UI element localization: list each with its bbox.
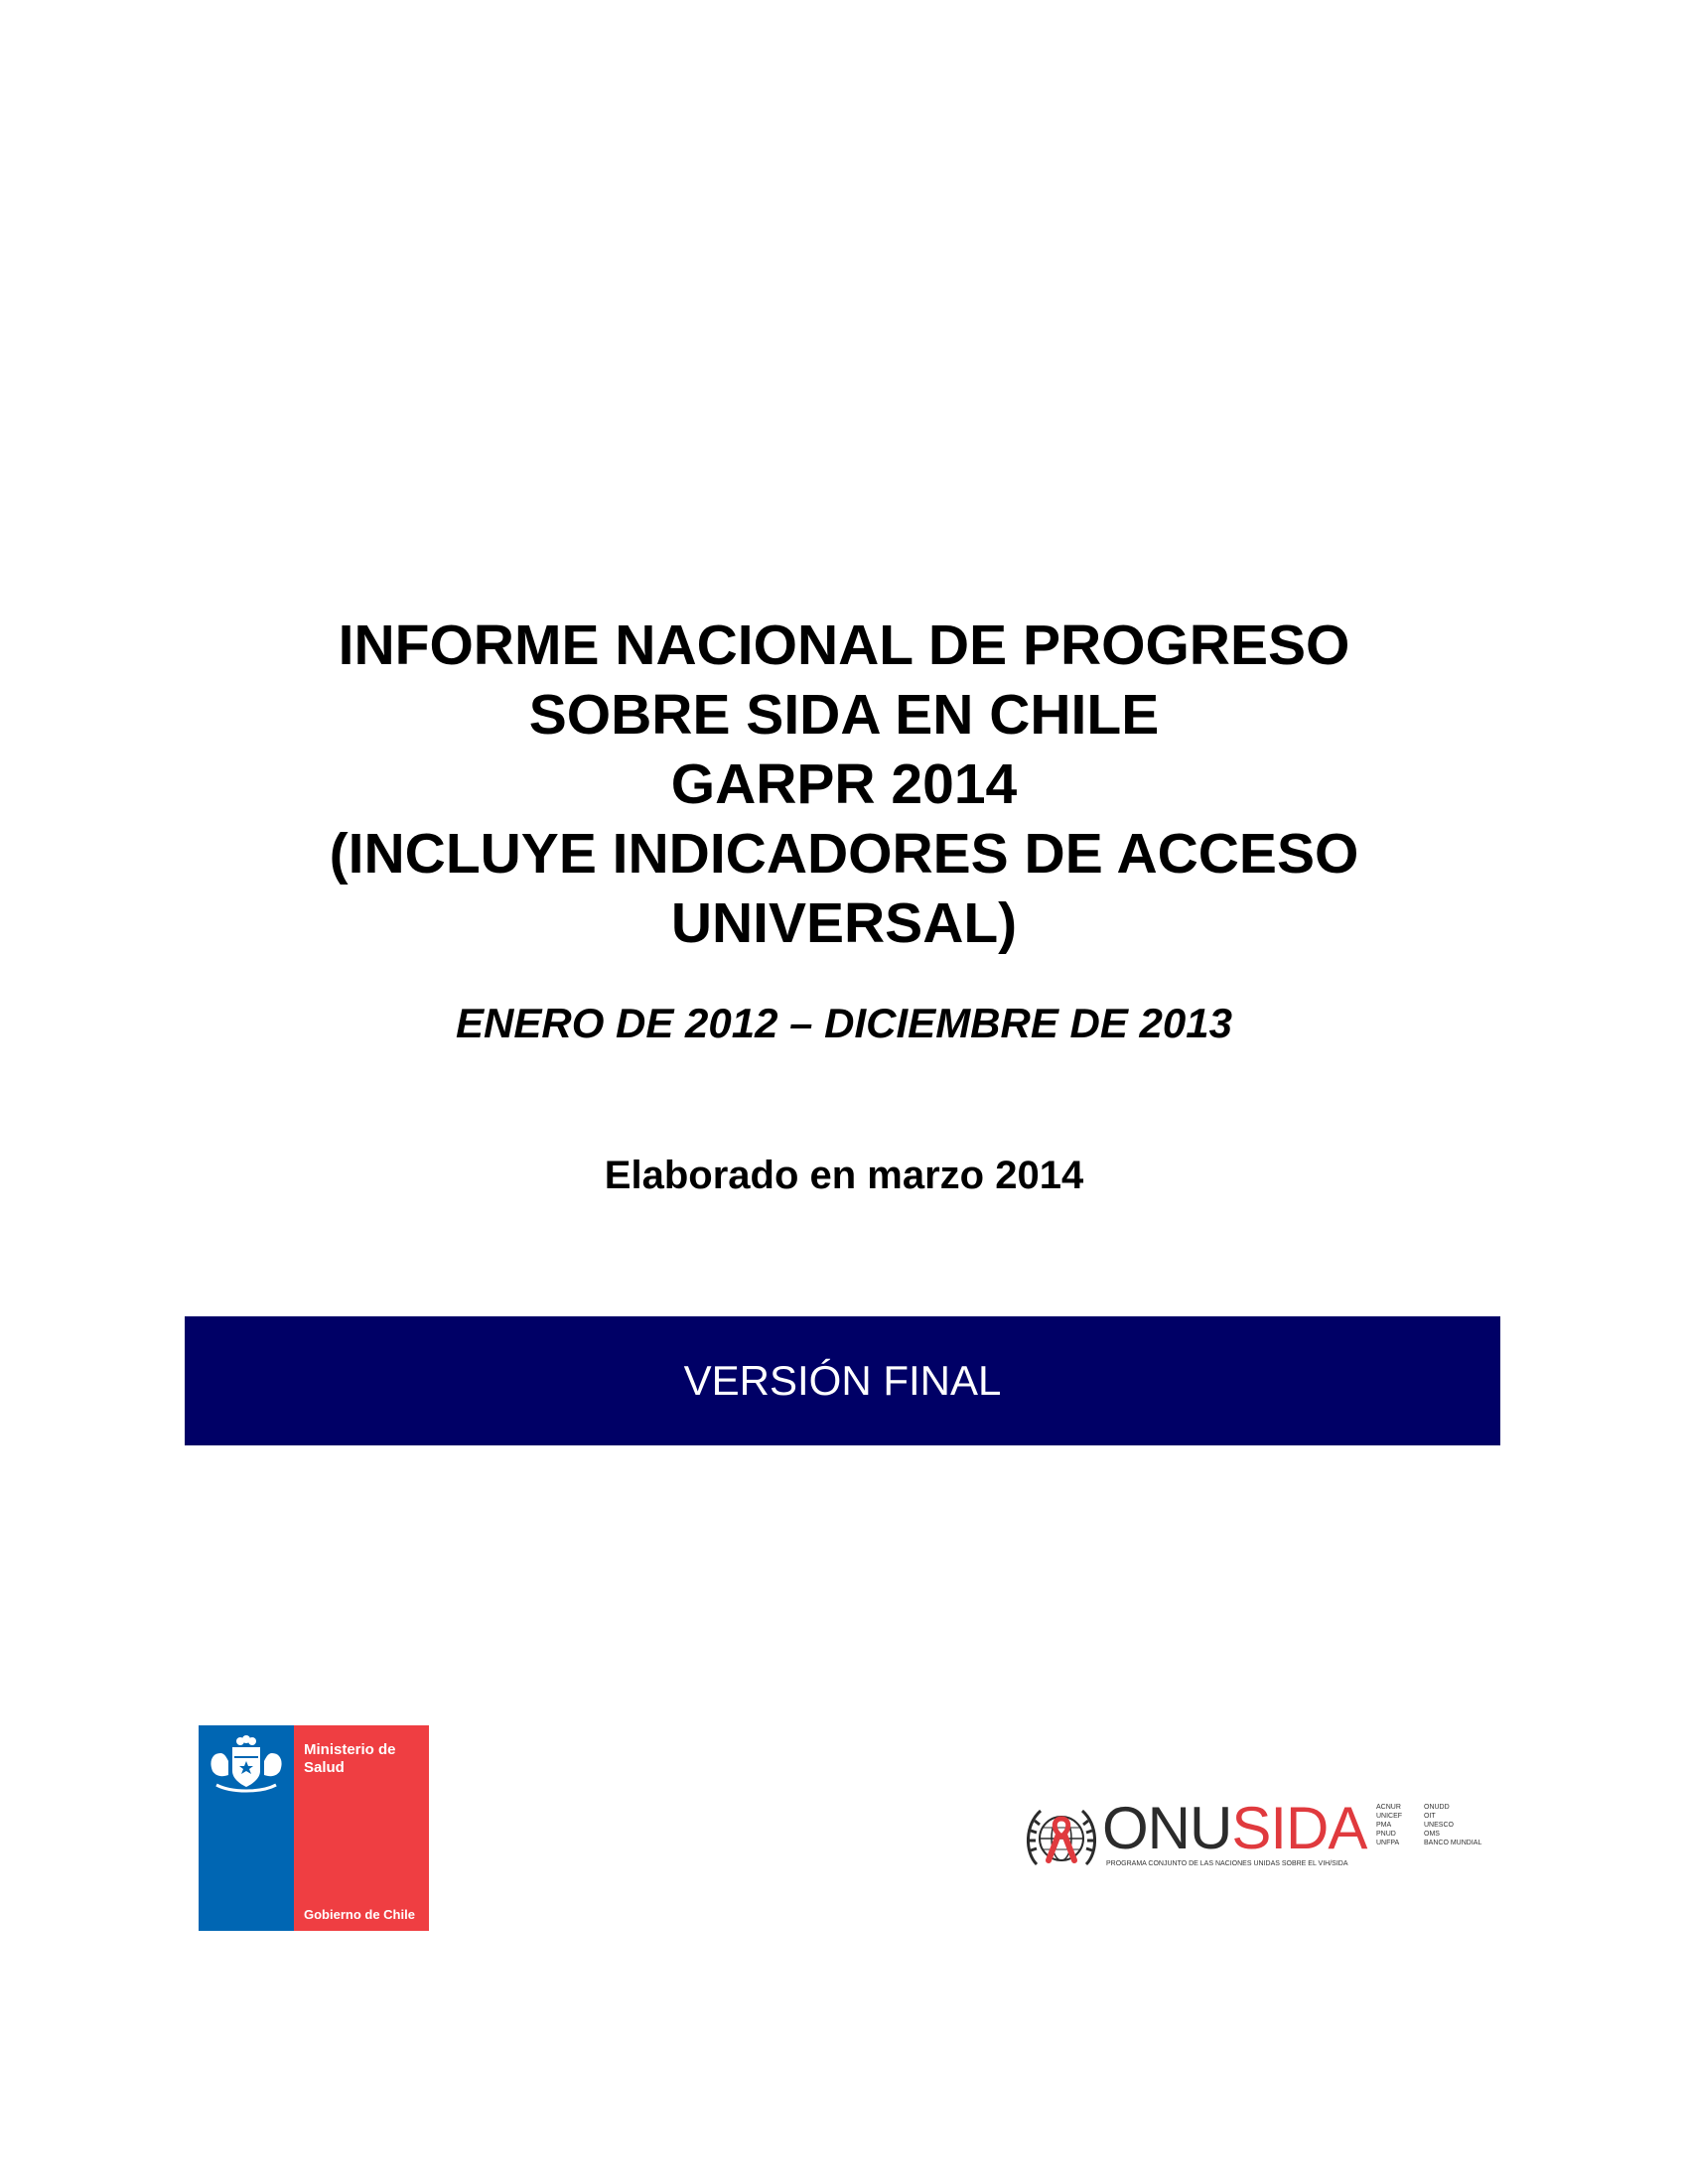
ministry-name: Ministerio de Salud — [304, 1741, 396, 1776]
chile-coat-of-arms-icon — [207, 1731, 286, 1797]
report-title — [0, 611, 1688, 958]
cosponsor-item: BANCO MUNDIAL — [1424, 1840, 1482, 1846]
onusida-wordmark — [1102, 1797, 1366, 1860]
logo-red-panel — [294, 1725, 429, 1931]
wordmark-onu: ONU — [1102, 1795, 1232, 1861]
version-label: VERSIÓN FINAL — [683, 1357, 1002, 1404]
cosponsor-item: UNESCO — [1424, 1822, 1454, 1829]
cosponsor-item: ONUDD — [1424, 1804, 1450, 1811]
report-period: ENERO DE 2012 – DICIEMBRE DE 2013 — [456, 1000, 1232, 1046]
onusida-logo — [1023, 1795, 1499, 1874]
government-name: Gobierno de Chile — [304, 1907, 415, 1922]
cosponsor-item: ACNUR — [1376, 1804, 1401, 1811]
title-line: GARPR 2014 — [670, 752, 1018, 816]
ministerio-de-salud-logo — [199, 1725, 429, 1931]
onusida-tagline: PROGRAMA CONJUNTO DE LAS NACIONES UNIDAS SOBRE EL VIH/SIDA — [1106, 1860, 1348, 1867]
title-line: UNIVERSAL) — [670, 891, 1018, 955]
cosponsor-item: PMA — [1376, 1822, 1392, 1829]
wordmark-sida: SIDA — [1231, 1795, 1367, 1861]
un-emblem-red-ribbon-icon — [1023, 1801, 1100, 1874]
cosponsor-item: OMS — [1424, 1831, 1440, 1838]
title-line: (INCLUYE INDICADORES DE ACCESO — [329, 822, 1359, 886]
version-banner — [185, 1316, 1500, 1445]
cosponsor-item: UNICEF — [1376, 1813, 1403, 1820]
title-line: SOBRE SIDA EN CHILE — [528, 683, 1160, 747]
cosponsor-list — [1376, 1803, 1503, 1847]
title-line: INFORME NACIONAL DE PROGRESO — [338, 614, 1350, 677]
cosponsor-item: PNUD — [1376, 1831, 1396, 1838]
logo-blue-panel — [199, 1725, 294, 1931]
cosponsor-item: OIT — [1424, 1813, 1436, 1820]
cosponsor-item: UNFPA — [1376, 1840, 1400, 1846]
elaboration-date: Elaborado en marzo 2014 — [604, 1154, 1084, 1197]
